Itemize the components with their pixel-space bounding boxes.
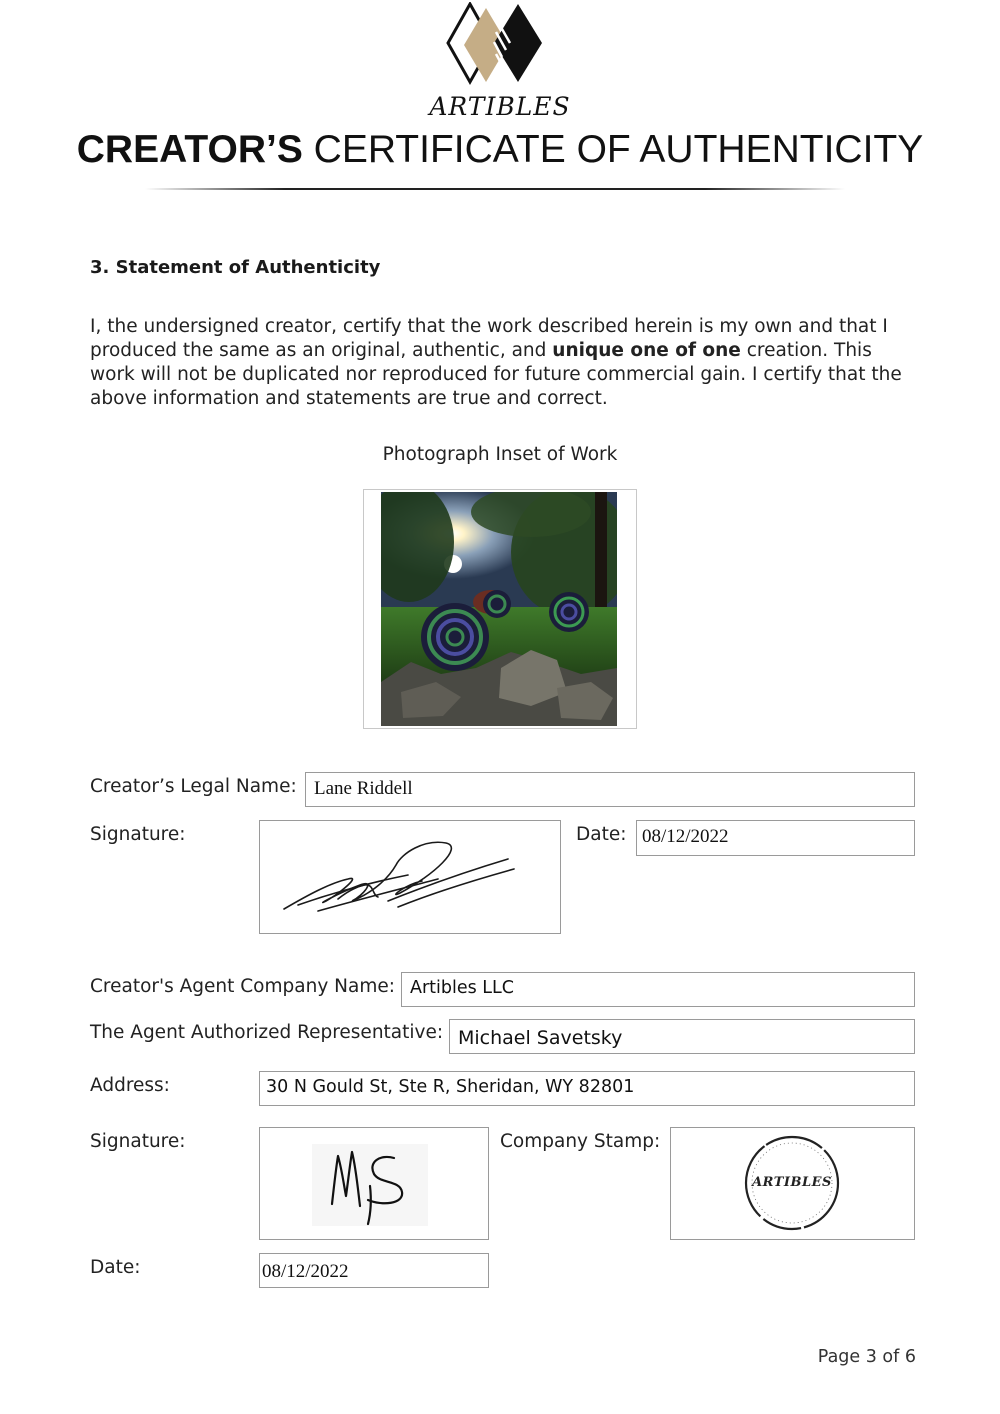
agent-signature-image [318,1146,428,1226]
brand-wordmark: ARTIBLES [429,92,571,121]
agent-representative-value: Michael Savetsky [458,1027,623,1049]
legal-name-field[interactable] [305,772,915,807]
agent-representative-label: The Agent Authorized Representative: [90,1022,444,1043]
document-title [0,128,1000,172]
agent-company-value: Artibles LLC [410,978,515,998]
creator-date-label: Date: [576,824,627,845]
agent-company-field[interactable] [401,972,915,1007]
artibles-logo [446,2,546,88]
agent-company-label: Creator's Agent Company Name: [90,976,395,997]
agent-signature-box[interactable] [259,1127,489,1240]
agent-date-field[interactable] [259,1253,489,1288]
creator-signature-box[interactable] [259,820,561,934]
legal-name-label: Creator’s Legal Name: [90,776,297,797]
statement-bold-text: unique one of one [552,340,741,361]
statement-text-1: I, the undersigned creator, certify that the work described herein is my own and that I produced the same as an original, authentic, and [90,316,888,361]
company-stamp-text: ARTIBLES [752,1175,832,1190]
page-number: Page 3 of 6 [817,1347,916,1367]
title-rest-part: CERTIFICATE OF AUTHENTICITY [302,128,924,171]
address-label: Address: [90,1075,170,1096]
company-stamp-label: Company Stamp: [500,1131,661,1152]
agent-signature-label: Signature: [90,1131,186,1152]
title-divider [145,188,845,190]
section-heading: 3. Statement of Authenticity [90,257,381,278]
address-value: 30 N Gould St, Ste R, Sheridan, WY 82801 [266,1077,635,1097]
creator-date-field[interactable] [636,820,915,856]
artwork-photo [381,492,617,726]
creator-signature-image [278,835,518,921]
statement-text-2: creation. This work will not be duplicated nor reproduced for future commercial gain. I certify that the above information and statements are true and correct. [90,340,902,409]
creator-signature-label: Signature: [90,824,186,845]
address-field[interactable] [259,1071,915,1106]
agent-date-value: 08/12/2022 [262,1261,349,1282]
statement-paragraph [90,315,920,411]
agent-date-label: Date: [90,1257,141,1278]
photo-caption: Photograph Inset of Work [382,444,618,465]
title-bold-part: CREATOR’S [76,128,303,171]
agent-representative-field[interactable] [449,1019,915,1054]
legal-name-value: Lane Riddell [314,778,413,799]
creator-date-value: 08/12/2022 [642,826,729,847]
company-stamp-box[interactable] [670,1127,915,1240]
